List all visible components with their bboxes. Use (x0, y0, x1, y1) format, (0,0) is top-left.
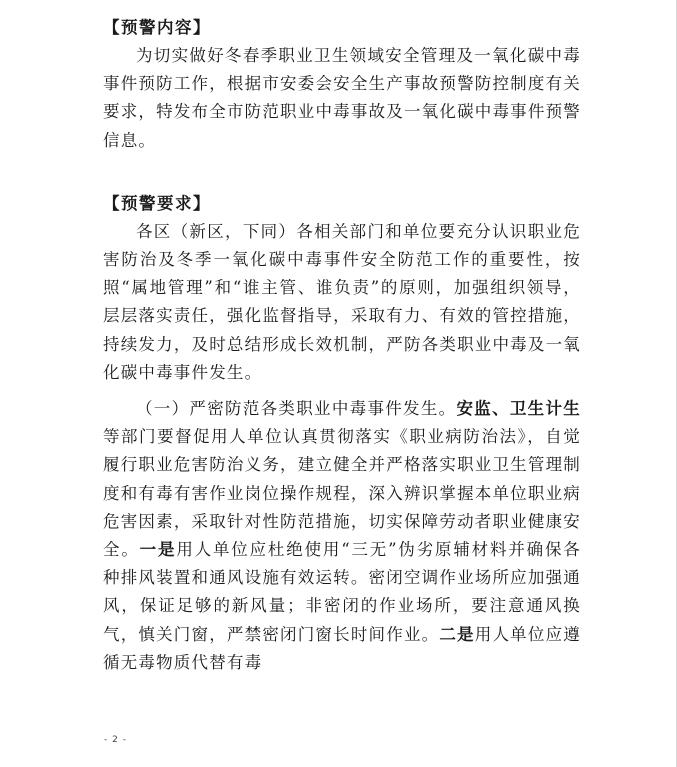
item-one-bold-departments: 安监、卫生计生 (456, 399, 581, 419)
item-one-bold-second: 二是 (439, 624, 475, 644)
item-one-bold-first: 一是 (139, 540, 177, 560)
warning-requirements-intro-paragraph: 各区（新区，下同）各相关部门和单位要充分认识职业危害防治及冬季一氧化碳中毒事件安全防范工作的重要性，按照“属地管理”和“谁主管、谁负责”的原则，加强组织领导，层层落实责任，强化监督指导，采取有力、有效的管控措施，持续发力，及时总结形成长效机制，严防各类职业中毒及一氧化碳中毒事件发生。 (103, 221, 581, 382)
paragraph-spacer (103, 387, 581, 395)
section-heading-warning-requirements: 【预警要求】 (103, 193, 211, 213)
item-one-text-b: 用人单位应杜绝使用“三无”伪劣原辅材料并确保各种排风装置和通风设施有效运转。密闭空调作业场所应加强通风，保证足够的新风量；非密闭的作业场所，要注意通风换气，慎关门窗，严禁密闭门窗长时间作业。 (103, 540, 581, 644)
item-one-title: （一）严密防范各类职业中毒事件发生。 (136, 399, 457, 419)
section-spacer (103, 155, 581, 190)
warning-content-paragraph: 为切实做好冬春季职业卫生领域安全管理及一氧化碳中毒事件预防工作，根据市安委会安全生产事故预警防控制度有关要求，特发布全市防范职业中毒事故及一氧化碳中毒事件预警信息。 (103, 46, 581, 150)
item-one-paragraph (103, 395, 581, 677)
item-one-text-c: 用人单位应遵循无毒物质代替有毒 (103, 624, 581, 672)
item-one-text-a: 等部门要督促用人单位认真贯彻落实《职业病防治法》，自觉履行职业危害防治义务，建立健全并严格落实职业卫生管理制度和有毒有害作业岗位操作规程，深入辨识掌握本单位职业病危害因素，采取针对性防范措施，切实保障劳动者职业健康安全。 (103, 427, 581, 560)
section-heading-warning-content: 【预警内容】 (103, 18, 211, 37)
document-body (103, 14, 581, 677)
page-number: - 2 - (104, 735, 127, 745)
